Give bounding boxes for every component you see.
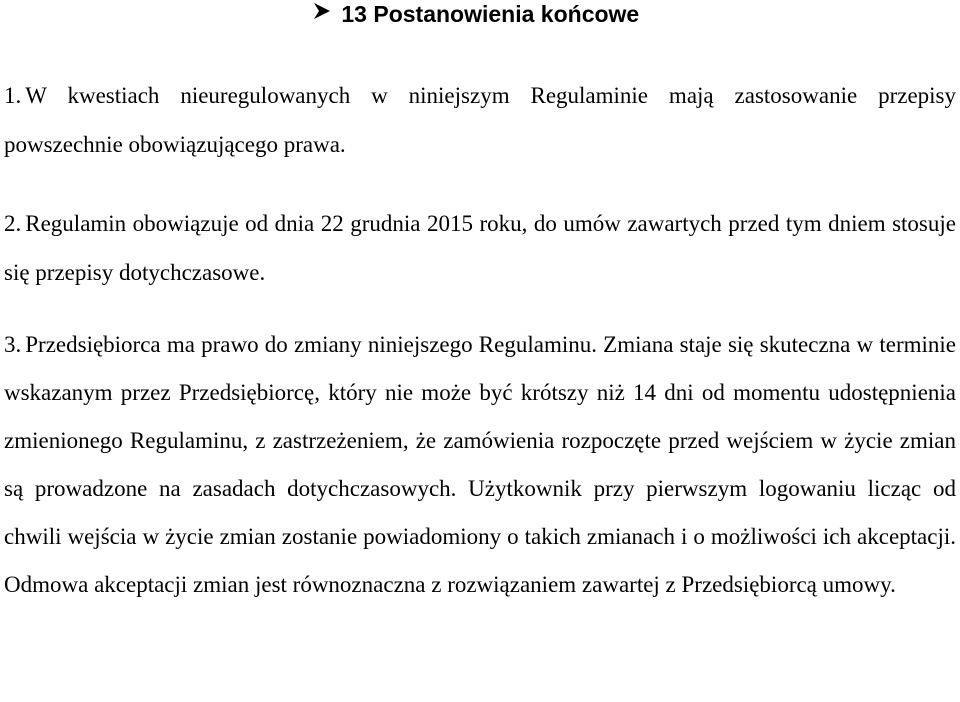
paragraph-text: Przedsiębiorca ma prawo do zmiany niniejszego Regulaminu. Zmiana staje się skuteczna w terminie wskazanym przez Przedsiębiorcę, który nie może być krótszy niż 14 dni od momentu udostępnienia zmienionego Regulaminu, z zastrzeżeniem, że zamówienia rozpoczęte przed wejściem w życie zmian są prowadzone na zasadach dotychczasowych. Użytkownik przy pierwszym logowaniu licząc od chwili wejścia w życie zmian zostanie powiadomiony o takich zmianach i o możliwości ich akceptacji. Odmowa akceptacji zmian jest równoznaczna z rozwiązaniem zawartej z Przedsiębiorcą umowy.: [4, 332, 956, 597]
section-title: Postanowienia końcowe: [373, 1, 640, 27]
paragraph-1: [4, 71, 956, 169]
paragraph-number: 2.: [4, 211, 22, 236]
document-page: [4, 0, 956, 609]
paragraph-number: 1.: [4, 83, 22, 108]
arrow-right-icon: [311, 0, 333, 22]
section-number: 13: [341, 1, 367, 27]
paragraph-3: [4, 321, 956, 609]
paragraph-text: W kwestiach nieuregulowanych w niniejszym Regulaminie mają zastosowanie przepisy powszechnie obowiązującego prawa.: [4, 83, 956, 157]
section-heading: [4, 0, 956, 31]
paragraph-number: 3.: [4, 332, 22, 357]
paragraph-2: [4, 199, 956, 297]
paragraph-text: Regulamin obowiązuje od dnia 22 grudnia 2015 roku, do umów zawartych przed tym dniem stosuje się przepisy dotychczasowe.: [4, 211, 956, 285]
